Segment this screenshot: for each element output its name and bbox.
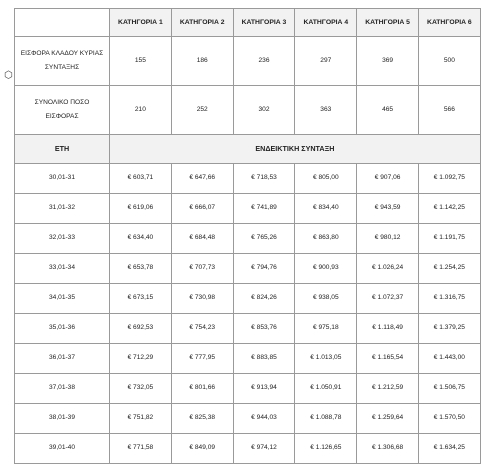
pension-value-cell: € 1.259,64 — [357, 404, 419, 434]
total-value: 363 — [295, 86, 357, 135]
pension-value-cell: € 1.092,75 — [418, 164, 480, 194]
pension-value-cell: € 944,03 — [233, 404, 295, 434]
pension-value-cell: € 1.306,68 — [357, 434, 419, 464]
pension-value-cell: € 1.026,24 — [357, 254, 419, 284]
pension-value-cell: € 771,58 — [110, 434, 172, 464]
table-row — [15, 164, 481, 194]
years-cell: 35,01-36 — [15, 314, 110, 344]
pension-value-cell: € 647,66 — [171, 164, 233, 194]
pension-value-cell: € 751,82 — [110, 404, 172, 434]
pension-value-cell: € 712,29 — [110, 344, 172, 374]
category-header-cell: ΚΑΤΗΓΟΡΙΑ 6 — [418, 9, 480, 37]
pension-value-cell: € 653,78 — [110, 254, 172, 284]
pension-value-cell: € 707,73 — [171, 254, 233, 284]
pension-value-cell: € 913,94 — [233, 374, 295, 404]
pension-value-cell: € 900,93 — [295, 254, 357, 284]
pension-value-cell: € 975,18 — [295, 314, 357, 344]
pension-value-cell: € 684,48 — [171, 224, 233, 254]
total-value: 252 — [171, 86, 233, 135]
pension-value-cell: € 1.013,05 — [295, 344, 357, 374]
contribution-value: 369 — [357, 37, 419, 86]
pension-value-cell: € 834,40 — [295, 194, 357, 224]
table-row — [15, 404, 481, 434]
total-value: 566 — [418, 86, 480, 135]
years-cell: 37,01-38 — [15, 374, 110, 404]
contribution-value: 297 — [295, 37, 357, 86]
pension-value-cell: € 1.212,59 — [357, 374, 419, 404]
pension-value-cell: € 1.088,78 — [295, 404, 357, 434]
pension-header: ΕΝΔΕΙΚΤΙΚΗ ΣΥΝΤΑΞΗ — [110, 135, 481, 164]
total-contribution-row — [15, 86, 481, 135]
pension-value-cell: € 1.191,75 — [418, 224, 480, 254]
table-row — [15, 254, 481, 284]
pension-value-cell: € 777,95 — [171, 344, 233, 374]
years-cell: 32,01-33 — [15, 224, 110, 254]
category-header-cell: ΚΑΤΗΓΟΡΙΑ 4 — [295, 9, 357, 37]
contribution-label-line1: ΕΙΣΦΟΡΑ ΚΛΑΔΟΥ ΚΥΡΙΑΣ — [20, 50, 104, 58]
category-header-cell: ΚΑΤΗΓΟΡΙΑ 5 — [357, 9, 419, 37]
pension-value-cell: € 619,06 — [110, 194, 172, 224]
table-row — [15, 314, 481, 344]
pension-value-cell: € 943,59 — [357, 194, 419, 224]
pension-value-cell: € 692,53 — [110, 314, 172, 344]
contribution-label — [15, 37, 110, 86]
pension-value-cell: € 1.506,75 — [418, 374, 480, 404]
section-header-row — [15, 135, 481, 164]
pension-value-cell: € 824,26 — [233, 284, 295, 314]
pension-value-cell: € 634,40 — [110, 224, 172, 254]
pension-value-cell: € 754,23 — [171, 314, 233, 344]
pension-value-cell: € 825,38 — [171, 404, 233, 434]
total-label-line2: ΕΙΣΦΟΡΑΣ — [45, 113, 79, 120]
pension-value-cell: € 718,53 — [233, 164, 295, 194]
table-row — [15, 284, 481, 314]
pension-value-cell: € 741,89 — [233, 194, 295, 224]
pension-value-cell: € 853,76 — [233, 314, 295, 344]
category-header-cell: ΚΑΤΗΓΟΡΙΑ 3 — [233, 9, 295, 37]
pension-value-cell: € 1.379,25 — [418, 314, 480, 344]
pension-value-cell: € 603,71 — [110, 164, 172, 194]
table-row — [15, 434, 481, 464]
total-label-line1: ΣΥΝΟΛΙΚΟ ΠΟΣΟ — [34, 99, 90, 107]
pension-value-cell: € 673,15 — [110, 284, 172, 314]
pension-value-cell: € 980,12 — [357, 224, 419, 254]
category-header-cell: ΚΑΤΗΓΟΡΙΑ 2 — [171, 9, 233, 37]
year-rows — [15, 164, 481, 464]
total-value: 210 — [110, 86, 172, 135]
total-value: 465 — [357, 86, 419, 135]
contribution-label-line2: ΣΥΝΤΑΞΗΣ — [44, 64, 80, 71]
pension-value-cell: € 1.165,54 — [357, 344, 419, 374]
pension-value-cell: € 1.050,91 — [295, 374, 357, 404]
table-row — [15, 374, 481, 404]
pension-value-cell: € 1.142,25 — [418, 194, 480, 224]
pension-value-cell: € 805,00 — [295, 164, 357, 194]
years-cell: 34,01-35 — [15, 284, 110, 314]
years-header: ΕΤΗ — [15, 135, 110, 164]
pension-table — [14, 8, 481, 464]
years-cell: 38,01-39 — [15, 404, 110, 434]
pension-value-cell: € 863,80 — [295, 224, 357, 254]
pension-value-cell: € 1.118,49 — [357, 314, 419, 344]
pension-value-cell: € 794,76 — [233, 254, 295, 284]
contribution-value: 236 — [233, 37, 295, 86]
pension-value-cell: € 938,05 — [295, 284, 357, 314]
pension-value-cell: € 1.634,25 — [418, 434, 480, 464]
pension-value-cell: € 1.443,00 — [418, 344, 480, 374]
total-value: 302 — [233, 86, 295, 135]
contribution-value: 155 — [110, 37, 172, 86]
table-row — [15, 344, 481, 374]
pension-table-container — [14, 8, 481, 464]
pension-value-cell: € 849,09 — [171, 434, 233, 464]
pension-value-cell: € 730,98 — [171, 284, 233, 314]
years-cell: 31,01-32 — [15, 194, 110, 224]
pension-value-cell: € 1.570,50 — [418, 404, 480, 434]
pension-value-cell: € 1.254,25 — [418, 254, 480, 284]
pension-value-cell: € 765,26 — [233, 224, 295, 254]
years-cell: 39,01-40 — [15, 434, 110, 464]
empty-header-cell — [15, 9, 110, 37]
pension-value-cell: € 1.316,75 — [418, 284, 480, 314]
table-row — [15, 224, 481, 254]
pension-value-cell: € 666,07 — [171, 194, 233, 224]
pension-value-cell: € 801,66 — [171, 374, 233, 404]
contribution-value: 186 — [171, 37, 233, 86]
pension-value-cell: € 1.072,37 — [357, 284, 419, 314]
years-cell: 36,01-37 — [15, 344, 110, 374]
pension-value-cell: € 907,06 — [357, 164, 419, 194]
contribution-value: 500 — [418, 37, 480, 86]
total-contribution-label — [15, 86, 110, 135]
pension-value-cell: € 883,85 — [233, 344, 295, 374]
contribution-row — [15, 37, 481, 86]
pension-value-cell: € 1.126,65 — [295, 434, 357, 464]
category-header-row — [15, 9, 481, 37]
category-header-cell: ΚΑΤΗΓΟΡΙΑ 1 — [110, 9, 172, 37]
table-move-handle-icon[interactable]: ⬡ — [4, 70, 13, 81]
pension-value-cell: € 732,05 — [110, 374, 172, 404]
years-cell: 30,01-31 — [15, 164, 110, 194]
table-row — [15, 194, 481, 224]
years-cell: 33,01-34 — [15, 254, 110, 284]
pension-value-cell: € 974,12 — [233, 434, 295, 464]
